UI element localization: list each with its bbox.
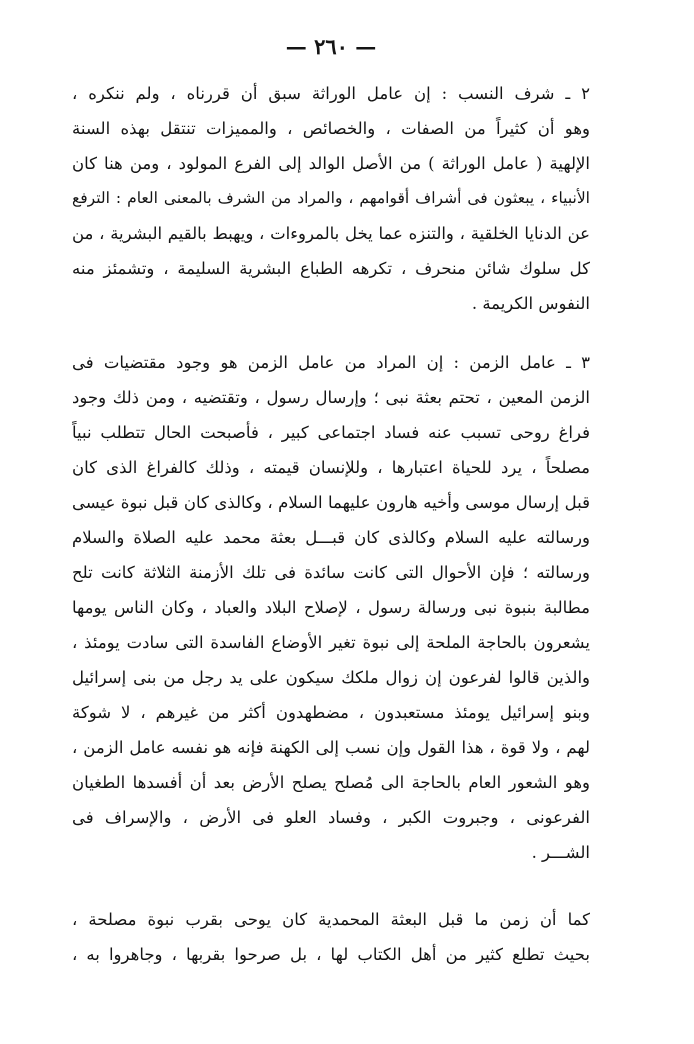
text-line: قبل إرسال موسى وأخيه هارون عليهما السلام ، وكالذى كان قبل نبوة عيسى xyxy=(72,493,590,512)
text-line: وبنو إسرائيل يومئذ مستعبدون ، مضطهدون أكثر من غيرهم ، لا شوكة xyxy=(72,703,590,722)
page-number: — ٢٦٠ — xyxy=(285,34,377,59)
text-line: الشـــر . xyxy=(531,843,590,862)
text-line: والذين قالوا لفرعون إن زوال ملكك سيكون على يد رجل من بنى إسرائيل xyxy=(72,668,590,687)
text-line: ورسالته عليه السلام وكالذى كان قبـــل بعثة محمد عليه الصلاة والسلام xyxy=(72,528,590,547)
text-line: بحيث تطلع كثير من أهل الكتاب لها ، بل صرحوا بقربها ، وجاهروا به ، xyxy=(72,945,590,964)
paragraph-lineage-nobility xyxy=(72,76,590,321)
text-line: فراغ روحى تسبب عنه فساد اجتماعى كبير ، فأصبحت الحال تتطلب نبياً xyxy=(72,423,590,442)
text-line: ٣ ـ عامل الزمن : إن المراد من عامل الزمن هو وجود مقتضيات فى xyxy=(72,353,590,372)
text-line: كما أن زمن ما قبل البعثة المحمدية كان يوحى بقرب نبوة مصلحة ، xyxy=(72,910,590,929)
paragraph-time-factor xyxy=(72,345,590,870)
text-line: وهو أن كثيراً من الصفات ، والخصائص ، والمميزات تنتقل بهذه السنة xyxy=(72,119,590,138)
text-line: الإلهية ( عامل الوراثة ) من الأصل الوالد إلى الفرع المولود ، ومن هنا كان xyxy=(72,154,590,173)
text-line: ٢ ـ شرف النسب : إن عامل الوراثة سبق أن قررناه ، ولم ننكره ، xyxy=(72,84,590,103)
text-line: يشعرون بالحاجة الملحة إلى نبوة تغير الأوضاع الفاسدة التى سادت يومئذ ، xyxy=(72,633,590,652)
text-line: الفرعونى ، وجبروت الكبر ، وفساد العلو فى الأرض ، والإسراف فى xyxy=(72,808,590,827)
text-line: لهم ، ولا قوة ، هذا القول وإن نسب إلى الكهنة فإنه هو نفسه عامل الزمن ، xyxy=(72,738,590,757)
text-line: ورسالته ؛ فإن الأحوال التى كانت سائدة فى تلك الأزمنة الثلاثة كانت تلح xyxy=(72,563,590,582)
text-line: الأنبياء ، يبعثون فى أشراف أقوامهم ، والمراد من الشرف بالمعنى العام : الترفع xyxy=(72,189,590,207)
text-line: مصلحاً ، يرد للحياة اعتبارها ، وللإنسان قيمته ، وذلك كالفراغ الذى كان xyxy=(72,458,590,477)
paragraph-prophetic-era xyxy=(72,902,590,972)
text-line: عن الدنايا الخلقية ، والتنزه عما يخل بالمروءات ، ويهبط بالقيم البشرية ، من xyxy=(72,224,590,243)
text-line: وهو الشعور العام بالحاجة الى مُصلح يصلح الأرض بعد أن أفسدها الطغيان xyxy=(72,773,590,792)
text-line: كل سلوك شائن منحرف ، تكرهه الطباع البشرية السليمة ، وتشمئز منه xyxy=(72,259,590,278)
text-line: الزمن المعين ، تحتم بعثة نبى ؛ وإرسال رسول ، وتقتضيه ، ومن ذلك وجود xyxy=(72,388,590,407)
text-line: مطالبة بنبوة نبى ورسالة رسول ، لإصلاح البلاد والعباد ، وكان الناس يومها xyxy=(72,598,590,617)
text-line: النفوس الكريمة . xyxy=(471,294,590,313)
